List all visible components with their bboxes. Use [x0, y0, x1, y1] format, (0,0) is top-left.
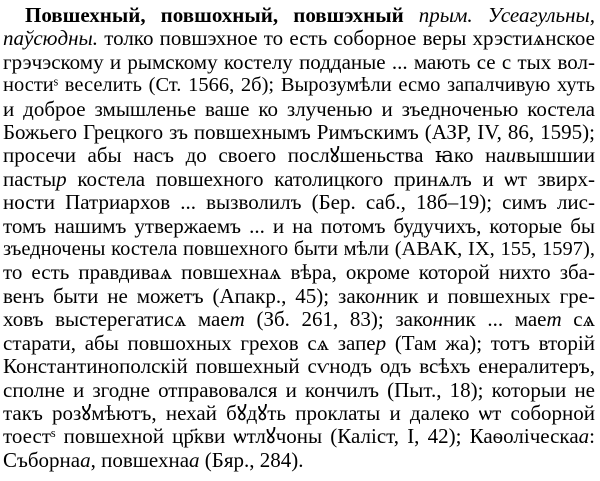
entry-text: костела повшехного католицкого принѧлъ и ѡт звирх-: [66, 167, 595, 191]
entry-line: [3, 215, 595, 238]
italic-text: н: [432, 308, 444, 332]
entry-text: ности Патриархов ... вызволилъ (Бер. саб., 18б–19); симъ лис-: [3, 191, 595, 215]
entry-line: [3, 355, 595, 378]
headword: Повшехный, повшохный, повшэхный: [25, 4, 404, 27]
entry-text: ховъ выстерегатисѧ мае: [3, 308, 230, 332]
entry-line: [3, 285, 595, 308]
entry-line: [3, 261, 595, 284]
italic-text: а: [578, 425, 590, 449]
entry-text: венъ быти не можетъ (Апакр., 45); зако: [3, 284, 376, 308]
entry-line: [3, 308, 595, 331]
entry-line: [3, 379, 595, 402]
entry-line: [3, 332, 595, 355]
entry-text: томъ нашимъ утвержаемъ ... и на потомъ будучихъ, которые бы: [3, 214, 595, 238]
italic-text: н: [375, 284, 386, 308]
italic-text: т: [229, 308, 245, 332]
entry-text: старати, абы повшохных грехов сѧ запе: [3, 331, 376, 355]
entry-text: просечи абы насъ до своего послꙋшеньства ꙗко на: [3, 144, 506, 168]
italic-text: р: [375, 331, 387, 355]
entry-line: [3, 27, 595, 50]
entry-text: пасты: [3, 167, 57, 191]
entry-text: Съборна: [3, 448, 81, 472]
italic-text: а: [80, 448, 91, 472]
dictionary-entry: [3, 4, 595, 476]
entry-text: [404, 4, 419, 27]
entry-text: то есть правдиваѧ повшехнаѧ вѣра, окроме которой нихто зба-: [3, 261, 595, 285]
entry-line: [3, 238, 595, 261]
entry-text: сполне и згодне отправовался и кончилъ (Пыт., 18); которыи не: [3, 378, 595, 402]
entry-text: и доброе змышленье ваше ко злученью и зъеднoченью костела: [3, 97, 595, 121]
entry-line: [3, 4, 595, 27]
italic-text: прым. Усеагульны,: [418, 4, 595, 27]
entry-text: вышшии: [516, 144, 595, 168]
entry-line: [3, 98, 595, 121]
entry-text: зъедночены костела повшехного быти мѣли (АВАК, IX, 155, 1597),: [3, 238, 595, 261]
entry-line: [3, 402, 595, 425]
entry-text: , повшехна: [90, 448, 190, 472]
italic-text: т: [546, 308, 562, 332]
italic-text: а: [189, 448, 200, 472]
entry-text: толко повшэхное то есть соборное веры хрэстиѧнское: [97, 27, 595, 51]
entry-line: [3, 191, 595, 214]
entry-line: [3, 121, 595, 144]
entry-text: ник ... мае: [443, 308, 547, 332]
italic-text: и: [505, 144, 517, 168]
italic-text: паўсюдны.: [3, 27, 98, 51]
entry-text: тоестˢ повшехной цр҃кви ѡтлꙋчоны (Каліст, I, 42); Каѳолiческа: [3, 425, 579, 449]
entry-text: ник и повшехных гре-: [385, 284, 595, 308]
entry-line: [3, 425, 595, 448]
entry-line: [3, 449, 595, 472]
entry-text: (Там жа); тотъ вторій: [386, 331, 595, 355]
entry-text: :: [589, 425, 595, 449]
italic-text: р: [56, 167, 67, 191]
entry-text: грэчэскому и рымскому костелу подданые ... мають се с тых вол-: [3, 50, 595, 74]
entry-text: сѧ: [561, 308, 595, 332]
entry-line: [3, 51, 595, 74]
entry-text: такъ розꙋмѣютъ, нехай бꙋдꙋть проклаты и далеко ѡт соборной: [3, 401, 595, 425]
entry-line: [3, 144, 595, 167]
entry-line: [3, 74, 595, 97]
entry-line: [3, 168, 595, 191]
entry-text: (Бяр., 284).: [199, 448, 304, 472]
entry-text: ностиˢ веселить (Ст. 1566, 2б); Вырозумѣли есмо запалчивую хуть: [3, 74, 595, 97]
entry-text: (Зб. 261, 83); зако: [244, 308, 433, 332]
entry-text: Константинополскій повшехный сѵнодъ одъ всѣхъ енералитеръ,: [3, 355, 595, 379]
entry-text: Божьего Грецкого зъ повшехнымъ Римъскимъ (АЗР, IV, 86, 1595);: [3, 121, 595, 145]
